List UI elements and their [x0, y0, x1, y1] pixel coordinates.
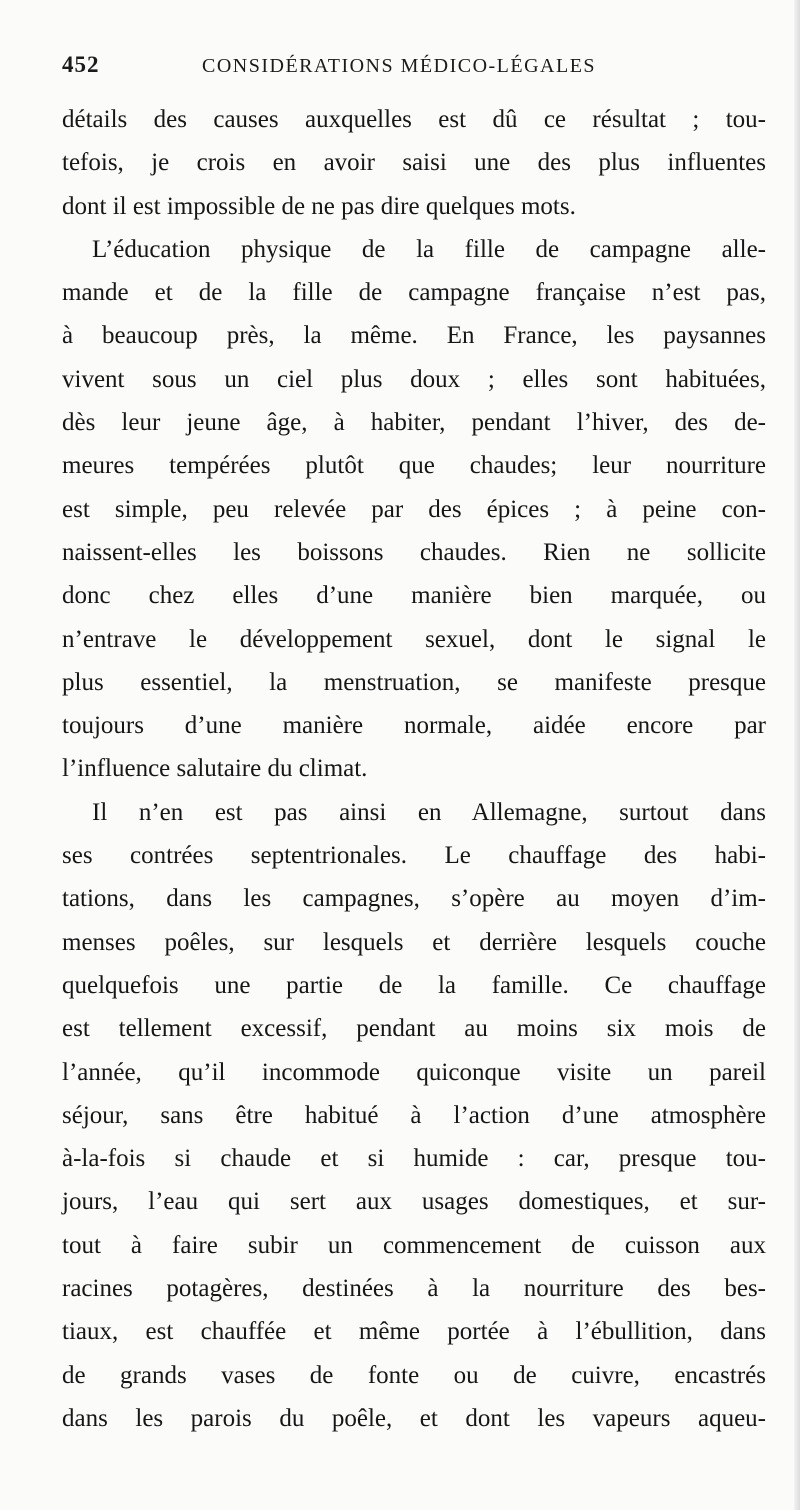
text-line: plus essentiel, la menstruation, se manifeste presque: [62, 668, 766, 696]
text-line: dont il est impossible de ne pas dire quelques mots.: [62, 192, 576, 220]
text-line: mande et de la fille de campagne française n’est pas,: [62, 279, 766, 307]
text-line: ses contrées septentrionales. Le chauffage des habi-: [62, 842, 766, 870]
text-line: tiaux, est chauffée et même portée à l’ébullition, dans: [62, 1318, 766, 1346]
text-line: racines potagères, destinées à la nourriture des bes-: [62, 1275, 766, 1303]
text-line: est simple, peu relevée par des épices ; à peine con-: [62, 495, 766, 523]
text-line: menses poêles, sur lesquels et derrière lesquels couche: [62, 928, 766, 956]
text-line: tefois, je crois en avoir saisi une des plus influentes: [62, 149, 766, 177]
text-line: toujours d’une manière normale, aidée encore par: [62, 712, 766, 740]
text-line: naissent-elles les boissons chaudes. Rien ne sollicite: [62, 538, 766, 566]
text-line: dans les parois du poêle, et dont les vapeurs aqueu-: [62, 1404, 766, 1432]
text-line: l’année, qu’il incommode quiconque visite un pareil: [62, 1058, 766, 1086]
text-line: tations, dans les campagnes, s’opère au moyen d’im-: [62, 885, 766, 913]
page-number: 452: [62, 52, 100, 77]
body-text: [62, 98, 766, 1440]
text-line: quelquefois une partie de la famille. Ce chauffage: [62, 971, 766, 999]
text-line: détails des causes auxquelles est dû ce résultat ; tou-: [62, 106, 766, 133]
text-line: est tellement excessif, pendant au moins six mois de: [62, 1015, 766, 1043]
text-line: de grands vases de fonte ou de cuivre, encastrés: [62, 1361, 766, 1389]
page-header: [62, 52, 762, 86]
text-line: donc chez elles d’une manière bien marquée, ou: [62, 582, 766, 610]
running-title: CONSIDÉRATIONS MÉDICO-LÉGALES: [202, 55, 597, 77]
paragraph-start-line: Il n’en est pas ainsi en Allemagne, surtout dans: [92, 798, 766, 826]
text-line: séjour, sans être habitué à l’action d’une atmosphère: [62, 1101, 766, 1129]
text-line: tout à faire subir un commencement de cuisson aux: [62, 1231, 766, 1259]
paragraph-start-line: L’éducation physique de la fille de campagne alle-: [92, 235, 766, 263]
text-line: jours, l’eau qui sert aux usages domestiques, et sur-: [62, 1188, 766, 1216]
text-line: dès leur jeune âge, à habiter, pendant l’hiver, des de-: [62, 409, 766, 437]
text-line: l’influence salutaire du climat.: [62, 755, 368, 783]
text-line: vivent sous un ciel plus doux ; elles sont habituées,: [62, 365, 766, 393]
text-line: meures tempérées plutôt que chaudes; leur nourriture: [62, 452, 766, 480]
text-line: n’entrave le développement sexuel, dont le signal le: [62, 625, 766, 653]
text-line: à beaucoup près, la même. En France, les paysannes: [62, 322, 766, 350]
page-edge: [794, 0, 800, 1510]
text-line: à-la-fois si chaude et si humide : car, presque tou-: [62, 1145, 766, 1173]
